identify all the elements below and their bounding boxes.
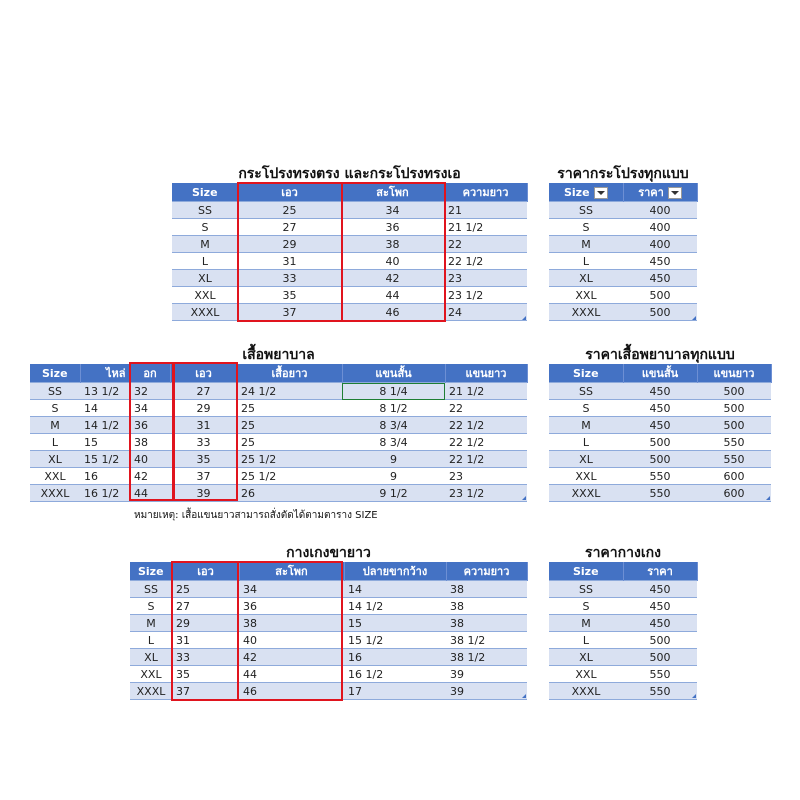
table-cell[interactable]: M <box>549 236 623 253</box>
shirt-size-table <box>30 364 528 502</box>
table-cell[interactable]: 450 <box>623 615 697 632</box>
table-row <box>549 270 697 287</box>
table-cell[interactable]: XXXL <box>172 304 238 321</box>
table-cell[interactable]: 26 <box>237 485 342 502</box>
table-cell[interactable]: 22 1/2 <box>445 434 527 451</box>
table-cell[interactable]: 450 <box>623 383 697 400</box>
table-row <box>549 236 697 253</box>
table-row <box>30 451 527 468</box>
table-cell[interactable]: XL <box>549 451 623 468</box>
table-cell[interactable]: SS <box>549 581 623 598</box>
table-cell[interactable]: M <box>172 236 238 253</box>
table-cell[interactable]: 550 <box>697 434 771 451</box>
table-cell[interactable]: 38 <box>341 236 444 253</box>
table-cell[interactable]: SS <box>30 383 80 400</box>
table-row <box>549 649 697 666</box>
table-cell[interactable]: XL <box>172 270 238 287</box>
table-row <box>549 417 771 434</box>
table-resize-handle[interactable] <box>522 316 526 320</box>
table-cell[interactable]: 39 <box>170 485 237 502</box>
table-cell[interactable]: 23 <box>445 468 527 485</box>
table-cell[interactable]: M <box>130 615 172 632</box>
table-cell[interactable]: 25 <box>237 400 342 417</box>
col-header-long-sleeve[interactable]: แขนยาว <box>697 364 771 383</box>
table-cell[interactable]: 9 <box>342 451 445 468</box>
table-row <box>130 666 527 683</box>
pants-table-body <box>130 581 527 700</box>
pants-price-title: ราคากางเกง <box>585 545 661 561</box>
table-cell[interactable]: 33 <box>238 270 341 287</box>
table-cell[interactable]: 27 <box>170 383 237 400</box>
table-cell[interactable]: 17 <box>344 683 446 700</box>
col-header-length[interactable]: ความยาว <box>444 183 527 202</box>
table-cell[interactable]: XXL <box>549 468 623 485</box>
table-header-row <box>549 364 771 383</box>
table-cell[interactable]: 36 <box>239 598 344 615</box>
table-cell[interactable]: 9 1/2 <box>342 485 445 502</box>
table-cell[interactable]: 40 <box>341 253 444 270</box>
table-cell[interactable]: 500 <box>697 417 771 434</box>
table-row <box>130 649 527 666</box>
table-cell[interactable]: L <box>130 632 172 649</box>
table-cell[interactable]: XXXL <box>549 485 623 502</box>
table-cell[interactable]: 40 <box>130 451 170 468</box>
skirt-price-title: ราคากระโปรงทุกแบบ <box>557 166 689 182</box>
table-cell[interactable]: XXL <box>549 666 623 683</box>
shirt-price-table <box>549 364 772 502</box>
col-header-short-sleeve[interactable]: แขนสั้น <box>342 364 445 383</box>
shirt-price-body <box>549 383 771 502</box>
col-header-waist[interactable]: เอว <box>238 183 341 202</box>
table-header-row <box>172 183 527 202</box>
table-cell[interactable]: 16 1/2 <box>80 485 130 502</box>
shirt-table-title: เสื้อพยาบาล <box>242 347 315 363</box>
table-cell[interactable]: 8 3/4 <box>342 417 445 434</box>
skirt-table-body <box>172 202 527 321</box>
table-cell[interactable]: 500 <box>697 383 771 400</box>
table-cell[interactable]: 35 <box>238 287 341 304</box>
filter-dropdown-icon[interactable] <box>594 187 608 199</box>
table-cell[interactable]: 450 <box>623 598 697 615</box>
table-cell[interactable]: 37 <box>172 683 239 700</box>
table-cell[interactable]: 15 1/2 <box>80 451 130 468</box>
table-resize-handle[interactable] <box>522 496 526 500</box>
table-cell[interactable]: 34 <box>130 400 170 417</box>
table-row <box>549 485 771 502</box>
table-cell[interactable]: 31 <box>238 253 341 270</box>
table-cell[interactable]: M <box>549 615 623 632</box>
table-cell[interactable]: 450 <box>623 417 697 434</box>
table-row <box>130 598 527 615</box>
table-cell[interactable]: XXXL <box>549 683 623 700</box>
table-row <box>549 666 697 683</box>
table-cell[interactable]: S <box>549 219 623 236</box>
shirt-price-title: ราคาเสื้อพยาบาลทุกแบบ <box>585 347 735 363</box>
table-cell[interactable]: L <box>549 632 623 649</box>
pants-size-table <box>130 562 528 700</box>
table-row <box>549 632 697 649</box>
table-cell[interactable]: XXXL <box>130 683 172 700</box>
table-cell[interactable]: 42 <box>130 468 170 485</box>
table-cell[interactable]: 16 <box>344 649 446 666</box>
table-cell[interactable]: S <box>549 598 623 615</box>
table-cell[interactable]: 36 <box>341 219 444 236</box>
table-row <box>172 202 527 219</box>
table-cell[interactable]: 32 <box>130 383 170 400</box>
pants-price-body <box>549 581 697 700</box>
col-header-short-sleeve[interactable]: แขนสั้น <box>623 364 697 383</box>
table-cell[interactable]: XXL <box>130 666 172 683</box>
table-header-row <box>549 562 697 581</box>
table-cell[interactable]: 33 <box>172 649 239 666</box>
table-cell[interactable]: 34 <box>239 581 344 598</box>
table-cell[interactable]: 39 <box>446 683 527 700</box>
table-cell[interactable]: 23 1/2 <box>445 485 527 502</box>
col-header-hem-width[interactable]: ปลายขากว้าง <box>344 562 446 581</box>
table-cell[interactable]: 25 1/2 <box>237 451 342 468</box>
table-cell[interactable]: 23 1/2 <box>444 287 527 304</box>
table-row <box>172 253 527 270</box>
table-cell[interactable]: 8 3/4 <box>342 434 445 451</box>
table-cell[interactable]: 36 <box>130 417 170 434</box>
table-cell[interactable]: S <box>30 400 80 417</box>
table-cell[interactable]: 31 <box>172 632 239 649</box>
table-cell[interactable]: 550 <box>623 468 697 485</box>
table-cell[interactable]: 37 <box>170 468 237 485</box>
table-cell[interactable]: 29 <box>238 236 341 253</box>
table-row <box>130 615 527 632</box>
table-cell[interactable]: 38 <box>446 615 527 632</box>
table-cell[interactable]: XXL <box>30 468 80 485</box>
table-cell[interactable]: 25 <box>237 434 342 451</box>
table-cell[interactable]: XL <box>130 649 172 666</box>
table-row <box>172 287 527 304</box>
table-cell[interactable]: 38 1/2 <box>446 649 527 666</box>
pants-price-table <box>549 562 698 700</box>
table-cell[interactable]: 600 <box>697 468 771 485</box>
table-row <box>549 451 771 468</box>
table-cell[interactable]: 22 1/2 <box>444 253 527 270</box>
skirt-price-body <box>549 202 697 321</box>
table-cell[interactable]: 24 1/2 <box>237 383 342 400</box>
table-cell[interactable]: 9 <box>342 468 445 485</box>
table-cell[interactable]: 34 <box>341 202 444 219</box>
table-cell[interactable]: 27 <box>238 219 341 236</box>
table-cell[interactable]: 38 <box>130 434 170 451</box>
col-header-hip[interactable]: สะโพก <box>341 183 444 202</box>
table-cell[interactable]: 33 <box>170 434 237 451</box>
table-cell[interactable]: SS <box>549 383 623 400</box>
shirt-table-body <box>30 383 527 502</box>
table-cell[interactable]: 13 1/2 <box>80 383 130 400</box>
table-row <box>30 485 527 502</box>
table-row <box>172 304 527 321</box>
table-cell[interactable]: 24 <box>444 304 527 321</box>
skirt-size-table <box>172 183 528 321</box>
table-cell[interactable]: XL <box>30 451 80 468</box>
table-cell[interactable]: 500 <box>697 400 771 417</box>
table-cell[interactable]: 400 <box>623 202 697 219</box>
col-header-price[interactable]: ราคา <box>623 183 697 202</box>
col-header-size[interactable]: Size <box>549 364 623 383</box>
table-cell[interactable]: 21 <box>444 202 527 219</box>
table-cell[interactable]: 450 <box>623 581 697 598</box>
table-cell[interactable]: 16 <box>80 468 130 485</box>
table-header-row <box>130 562 527 581</box>
table-cell[interactable]: 14 <box>80 400 130 417</box>
table-resize-handle[interactable] <box>692 316 696 320</box>
table-cell[interactable]: 400 <box>623 236 697 253</box>
table-cell[interactable]: XXXL <box>549 304 623 321</box>
table-row <box>30 417 527 434</box>
table-cell[interactable]: 550 <box>697 451 771 468</box>
table-cell[interactable]: 21 1/2 <box>445 383 527 400</box>
table-cell[interactable]: 550 <box>623 485 697 502</box>
table-cell[interactable]: L <box>172 253 238 270</box>
table-cell[interactable]: 42 <box>239 649 344 666</box>
table-row <box>549 383 771 400</box>
table-row <box>549 434 771 451</box>
table-resize-handle[interactable] <box>692 694 696 698</box>
table-cell[interactable]: 16 1/2 <box>344 666 446 683</box>
table-cell[interactable]: 25 <box>238 202 341 219</box>
table-cell[interactable]: 25 1/2 <box>237 468 342 485</box>
skirt-table-title: กระโปรงทรงตรง และกระโปรงทรงเอ <box>238 166 461 182</box>
table-cell[interactable]: 14 1/2 <box>344 598 446 615</box>
table-cell[interactable]: S <box>172 219 238 236</box>
table-cell[interactable]: 550 <box>623 683 697 700</box>
table-cell[interactable]: 23 <box>444 270 527 287</box>
table-cell[interactable]: 22 <box>445 400 527 417</box>
table-cell[interactable]: 500 <box>623 287 697 304</box>
col-header-long-sleeve[interactable]: แขนยาว <box>445 364 527 383</box>
table-cell[interactable]: 44 <box>341 287 444 304</box>
table-cell[interactable]: XXXL <box>30 485 80 502</box>
table-cell[interactable]: SS <box>549 202 623 219</box>
table-cell[interactable]: 38 <box>446 598 527 615</box>
col-header-size[interactable]: Size <box>549 183 623 202</box>
col-header-waist[interactable]: เอว <box>172 562 239 581</box>
table-cell[interactable]: 35 <box>172 666 239 683</box>
table-cell[interactable]: 46 <box>341 304 444 321</box>
table-cell[interactable]: 500 <box>623 632 697 649</box>
table-cell[interactable]: 37 <box>238 304 341 321</box>
table-cell[interactable]: SS <box>172 202 238 219</box>
col-header-size[interactable]: Size <box>172 183 238 202</box>
table-resize-handle[interactable] <box>522 694 526 698</box>
table-cell[interactable]: 38 <box>239 615 344 632</box>
table-cell[interactable]: 38 <box>446 581 527 598</box>
table-cell[interactable]: 500 <box>623 434 697 451</box>
table-cell[interactable]: 15 <box>344 615 446 632</box>
table-cell[interactable]: 27 <box>172 598 239 615</box>
table-row <box>130 632 527 649</box>
table-cell[interactable]: 25 <box>237 417 342 434</box>
table-cell[interactable]: 600 <box>697 485 771 502</box>
table-row <box>172 219 527 236</box>
table-cell[interactable]: 25 <box>172 581 239 598</box>
pants-table-title: กางเกงขายาว <box>286 545 371 561</box>
table-row <box>30 400 527 417</box>
table-cell[interactable]: 550 <box>623 666 697 683</box>
table-cell[interactable]: XL <box>549 649 623 666</box>
sort-filter-icon[interactable] <box>668 187 682 199</box>
table-cell[interactable]: 21 1/2 <box>444 219 527 236</box>
table-row <box>30 468 527 485</box>
table-cell[interactable]: L <box>549 253 623 270</box>
table-row <box>130 581 527 598</box>
table-row <box>549 615 697 632</box>
table-cell[interactable]: 40 <box>239 632 344 649</box>
col-header-chest[interactable]: อก <box>130 364 170 383</box>
table-cell[interactable]: S <box>130 598 172 615</box>
table-header-row <box>549 183 697 202</box>
table-cell[interactable]: 29 <box>172 615 239 632</box>
col-header-size[interactable]: Size <box>130 562 172 581</box>
table-cell[interactable]: 500 <box>623 304 697 321</box>
col-header-length[interactable]: ความยาว <box>446 562 527 581</box>
table-row <box>549 400 771 417</box>
table-cell[interactable]: M <box>30 417 80 434</box>
table-cell[interactable]: 450 <box>623 270 697 287</box>
table-cell[interactable]: 42 <box>341 270 444 287</box>
col-header-size[interactable]: Size <box>30 364 80 383</box>
table-cell[interactable]: SS <box>130 581 172 598</box>
table-cell[interactable]: XXL <box>172 287 238 304</box>
table-cell[interactable]: 38 1/2 <box>446 632 527 649</box>
table-cell[interactable]: 450 <box>623 253 697 270</box>
table-row <box>549 598 697 615</box>
col-header-waist[interactable]: เอว <box>170 364 237 383</box>
table-row <box>172 236 527 253</box>
col-header-shoulder[interactable]: ไหล่ <box>80 364 130 383</box>
table-cell[interactable]: 14 1/2 <box>80 417 130 434</box>
table-cell[interactable]: 29 <box>170 400 237 417</box>
table-cell[interactable]: 15 1/2 <box>344 632 446 649</box>
table-cell[interactable]: 31 <box>170 417 237 434</box>
table-row <box>549 468 771 485</box>
table-row <box>549 581 697 598</box>
table-cell[interactable]: 500 <box>623 649 697 666</box>
col-header-price[interactable]: ราคา <box>623 562 697 581</box>
table-cell[interactable]: 39 <box>446 666 527 683</box>
col-header-shirt-length[interactable]: เสื้อยาว <box>237 364 342 383</box>
table-cell[interactable]: 44 <box>239 666 344 683</box>
table-cell[interactable]: 22 1/2 <box>445 451 527 468</box>
table-cell[interactable]: 44 <box>130 485 170 502</box>
table-cell[interactable]: M <box>549 417 623 434</box>
table-header-row <box>30 364 527 383</box>
table-row <box>549 253 697 270</box>
table-cell[interactable]: 22 <box>444 236 527 253</box>
table-row <box>549 202 697 219</box>
table-cell[interactable]: 8 1/2 <box>342 400 445 417</box>
table-cell[interactable]: 15 <box>80 434 130 451</box>
table-cell[interactable]: S <box>549 400 623 417</box>
table-row <box>30 434 527 451</box>
col-header-hip[interactable]: สะโพก <box>239 562 344 581</box>
table-cell[interactable]: L <box>30 434 80 451</box>
table-cell[interactable]: 46 <box>239 683 344 700</box>
table-cell[interactable]: 14 <box>344 581 446 598</box>
table-row <box>30 383 527 400</box>
table-row <box>549 304 697 321</box>
table-row <box>172 270 527 287</box>
col-header-size[interactable]: Size <box>549 562 623 581</box>
table-cell[interactable]: XL <box>549 270 623 287</box>
table-row <box>130 683 527 700</box>
table-cell[interactable]: 35 <box>170 451 237 468</box>
shirt-note: หมายเหตุ: เสื้อแขนยาวสามารถสั่งตัดได้ตามตาราง SIZE <box>134 510 378 521</box>
table-cell[interactable]: 450 <box>623 400 697 417</box>
table-cell[interactable]: 400 <box>623 219 697 236</box>
table-row <box>549 683 697 700</box>
table-cell[interactable]: L <box>549 434 623 451</box>
table-cell[interactable]: XXL <box>549 287 623 304</box>
table-cell[interactable]: 500 <box>623 451 697 468</box>
table-row <box>549 287 697 304</box>
skirt-price-table <box>549 183 698 321</box>
selected-cell[interactable]: 8 1/4 <box>342 383 445 400</box>
table-cell[interactable]: 22 1/2 <box>445 417 527 434</box>
table-resize-handle[interactable] <box>766 496 770 500</box>
table-row <box>549 219 697 236</box>
